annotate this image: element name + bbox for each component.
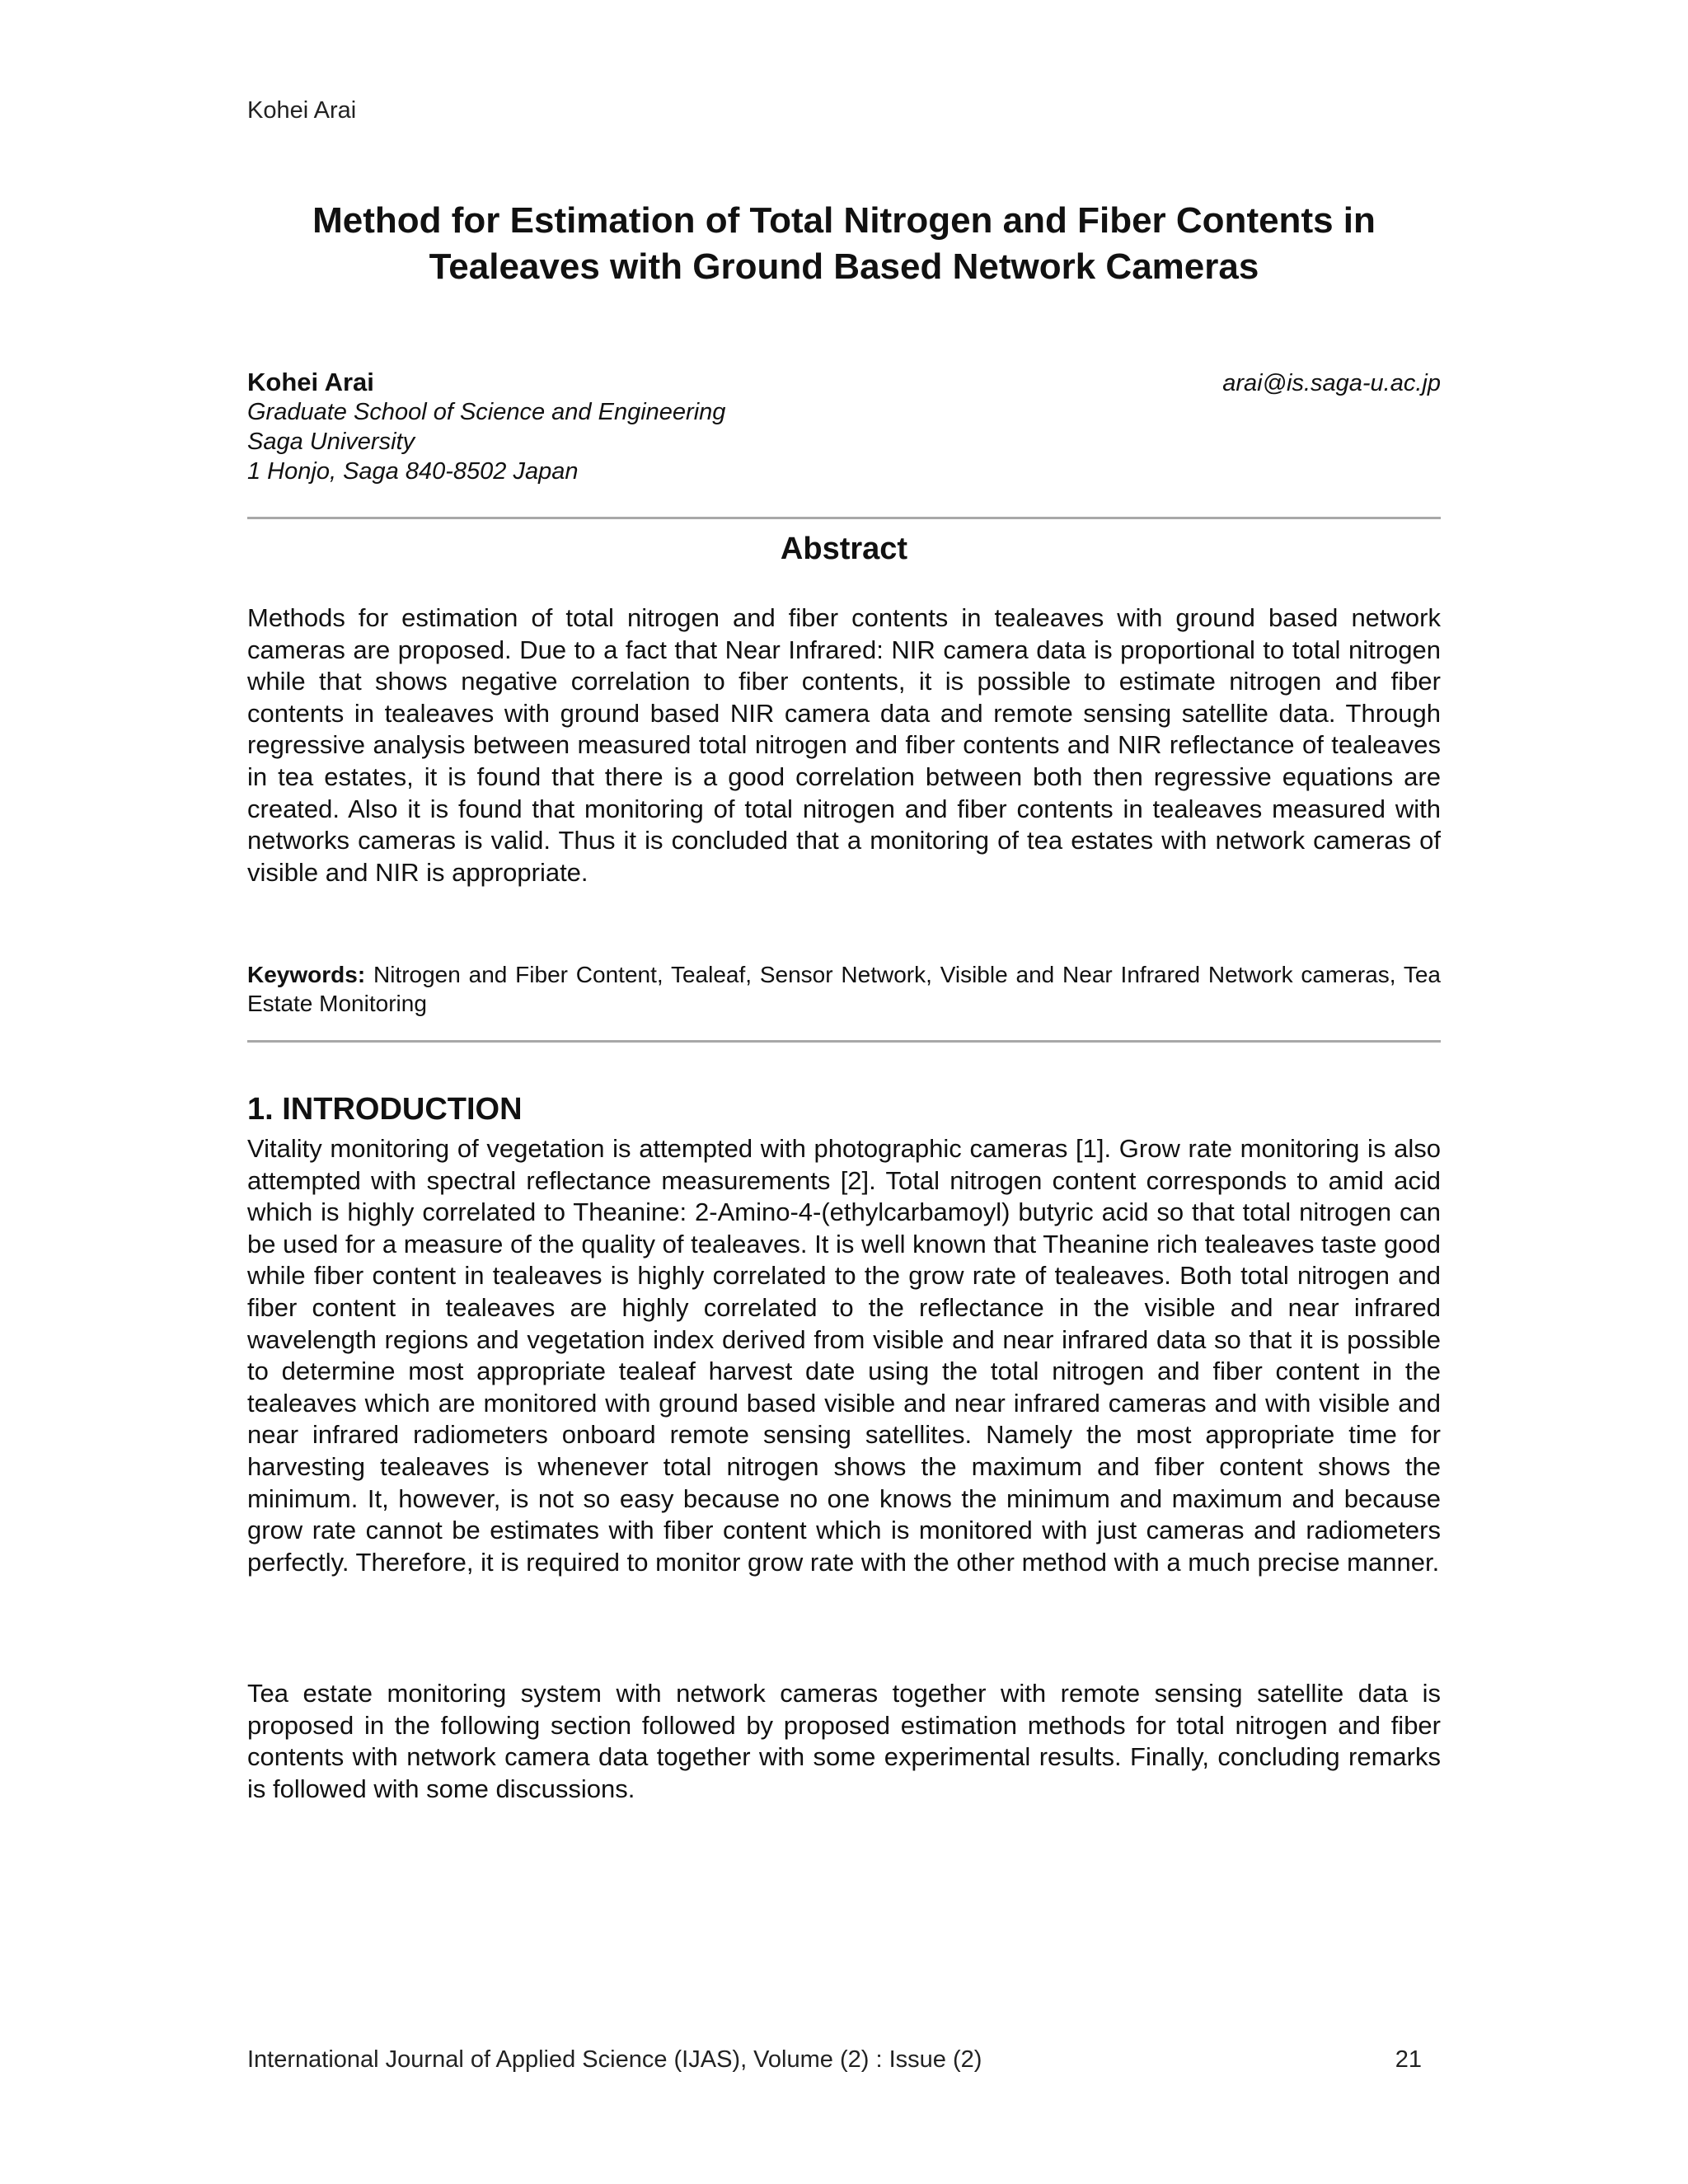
introduction-paragraph-2: Tea estate monitoring system with network cameras together with remote sensing satellite data is proposed in the following section followed by proposed estimation methods for total nitrogen and fiber contents with network camera data together with some experimental results. Finally, concluding remarks is followed with some discussions. [247,1679,1441,1803]
introduction-paragraph-1: Vitality monitoring of vegetation is attempted with photographic cameras [1]. Grow rate monitoring is also attempted with spectral reflectance measurements [2]. Total nitrogen content corresponds to amid acid which is highly correlated to Theanine: 2-Amino-4-(ethylcarbamoyl) butyric acid so that total nitrogen can be used for a measure of the quality of tealeaves. It is well known that Theanine rich tealeaves taste good while fiber content in tealeaves is highly correlated to the grow rate of tealeaves. Both total nitrogen and fiber content in tealeaves are highly correlated to the reflectance in the visible and near infrared wavelength regions and vegetation index derived from visible and near infrared data so that it is possible to determine most appropriate tealeaf harvest date using the total nitrogen and fiber content in the tealeaves which are monitored with ground based visible and near infrared cameras and with visible and near infrared radiometers onboard remote sensing satellites. Namely the most appropriate time for harvesting tealeaves is whenever total nitrogen shows the maximum and fiber content shows the minimum. It, however, is not so easy because no one knows the minimum and maximum and because grow rate cannot be estimates with fiber content which is monitored with just cameras and radiometers perfectly. Therefore, it is required to monitor grow rate with the other method with a much precise manner. [247,1134,1441,1577]
keywords-label: Keywords: [247,962,366,987]
keywords-text: Nitrogen and Fiber Content, Tealeaf, Sensor Network, Visible and Near Infrared Network cameras, Tea Estate Monitoring [247,962,1442,1016]
abstract-heading: Abstract [780,532,908,566]
affiliation-university: Saga University [247,429,415,455]
paper-title-line-1: Method for Estimation of Total Nitrogen and Fiber Contents in [312,200,1376,241]
author-block [247,368,1441,486]
author-row [247,368,1441,397]
paper-title-line-2: Tealeaves with Ground Based Network Cameras [429,246,1259,287]
paper-title [198,198,1490,290]
footer-journal: International Journal of Applied Science (IJAS), Volume (2) : Issue (2) [247,2046,982,2073]
page-footer [247,2046,1422,2074]
abstract-text: Methods for estimation of total nitrogen and fiber contents in tealeaves with ground based network cameras are proposed. Due to a fact that Near Infrared: NIR camera data is proportional to total nitrogen while that shows negative correlation to fiber contents, it is possible to estimate nitrogen and fiber contents in tealeaves with ground based NIR camera data and remote sensing satellite data. Through regressive analysis between measured total nitrogen and fiber contents and NIR reflectance of tealeaves in tea estates, it is found that there is a good correlation between both then regressive equations are created. Also it is found that monitoring of total nitrogen and fiber contents in tealeaves measured with networks cameras is valid. Thus it is concluded that a monitoring of tea estates with network cameras of visible and NIR is appropriate. [247,603,1441,887]
section-heading-introduction: 1. INTRODUCTION [247,1092,523,1127]
author-name: Kohei Arai [247,368,374,396]
author-email: arai@is.saga-u.ac.jp [1222,370,1441,396]
running-header-author: Kohei Arai [247,97,357,124]
abstract-top-divider [247,517,1441,519]
abstract-bottom-divider [247,1040,1441,1043]
affiliation-school: Graduate School of Science and Engineering [247,399,726,425]
affiliation-address: 1 Honjo, Saga 840-8502 Japan [247,458,579,485]
keywords [247,960,1441,1018]
footer-page-number: 21 [1395,2046,1422,2073]
